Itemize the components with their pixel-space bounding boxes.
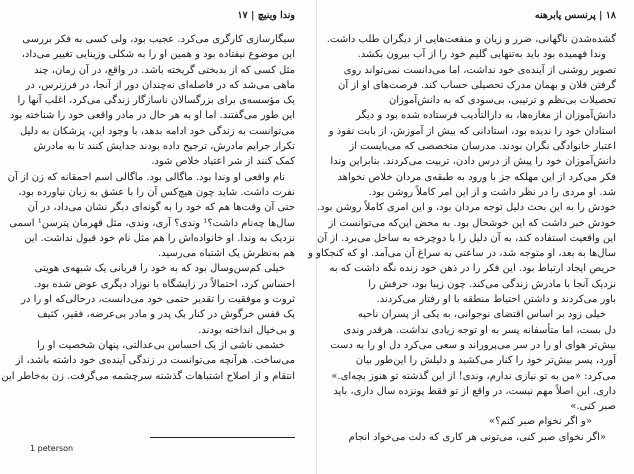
text-line: مثل کسی که از بدبختی گریخته باشد. در واقع، در آن زمان، چند	[34, 64, 295, 76]
text-line: تحصیلات بی‌نظم و ترتیبی، بی‌سودی که به دانش‌آموزان	[388, 95, 616, 107]
text-line: این واقعیت استفاده کند، به آن دلیل را با دوچرخه به ساحل می‌برد. از آن	[317, 232, 616, 244]
text-line: حریص ایجاد ارتباط بود. این فکر را در ذهن خود زنده نگه داشت که به	[329, 263, 616, 275]
text-line: یک قفس خرگوش در کنار یک پدر و مادر بی‌عرضه، فقیر، کثیف	[37, 309, 295, 321]
text-line: این موضوع نیفتاده بود و همین او را به شکلی وزینایی تغییر می‌داد،	[21, 49, 295, 61]
text-line: شد. او مردی را در نظر داشت و از این امر کاملاً روشن بود.	[368, 186, 616, 198]
text-line: وندا فهمیده بود باید به‌تنهایی گلیم خود را از آب بیرون بکشد.	[357, 49, 606, 61]
left-body-text	[1, 32, 295, 384]
text-line: صبر کنی.»	[570, 401, 616, 413]
text-line: دل بست، اما متأسفانه پسر به او توجه زیادی نداشت. هرقدر وندی	[343, 324, 616, 336]
text-line: و بی‌خیال انداخته بودند.	[198, 324, 295, 336]
text-line: سال‌ها چه‌نام داشت؟¹ وندی؟ آری، وندی، مثل قهرمان پترسن¹ اسمی	[9, 217, 295, 229]
text-line: نفرت داشت. شاید چون هیچ‌کس آن را با عشق به زبان نیاورده بود،	[18, 186, 295, 198]
text-line: تصویر روشنی از آینده‌ی خود نداشت، اما می‌دانست نمی‌تواند روی	[343, 64, 616, 76]
footnote-rule	[150, 437, 295, 438]
text-line: دانش‌آموزان از مغازه‌ها، به دارالتأدیب فرستاده شده بود و دیگر	[355, 110, 616, 122]
text-line: اعتبار خانوادگی نگران بودند. مدرسان متخصصی که می‌بایست از	[349, 141, 616, 153]
text-line: «اگر نخوای صبر کنی، می‌تونی هر کاری که دلت می‌خواد انجام	[348, 431, 606, 443]
text-line: گشده‌شدن ناگهانی، ضرر و زیان و منفعت‌هایی از دیگران طلب داشت.	[326, 34, 616, 45]
text-line: خودش را به این بحث دلیل توجه مردان بود، و این امری کاملاً روشن بود.	[317, 202, 616, 214]
text-line: یک مؤسسه‌ی برای بزرگسالان ناسازگار زندگی می‌کرد، اغلب آنها را	[17, 95, 295, 107]
text-line: کمک کنند از شر اعتیاد خلاص شود.	[151, 156, 295, 168]
footnote	[30, 444, 73, 453]
text-line: باور می‌کردند و داشتن احتیاط منطقه با او رفتار می‌کردند.	[376, 294, 616, 306]
right-page	[308, 0, 634, 474]
text-line: این طور می‌گفتند. اما او به هر حال در مادر واقعی خود را شناخته بود	[9, 110, 295, 122]
text-line: خیلی کم‌سن‌وسال بود که به خود را قربانی یک شبهه‌ی هویتی	[34, 263, 285, 275]
left-running-head: وندا وینیچ | ۱۷	[237, 10, 295, 21]
text-line: سال‌ها به بعد، او متوجه شد، در ساعتی به سراغ آن می‌آمد. او که کنجکاو و	[308, 248, 616, 260]
text-line: تکرار جرایم مادرش، ترجیح داده بودند جدایش کنند تا به مادرش	[33, 141, 295, 153]
text-line: می‌ساخت. هرآنچه می‌توانست در زندگی آینده‌ی خود داشته باشد، از	[15, 355, 295, 367]
right-body-text	[308, 32, 616, 445]
text-line: خیلی زود بر اساس اقتضای نوجوانی، به یکی از پسران ناحیه	[357, 309, 606, 321]
text-line: استادان خود را ندیده بود، استادانی که بیش از آموزش، از بابت نفوذ و	[328, 125, 616, 137]
text-line: آورد، پسر بیش‌تر خود را کنار می‌کشید و دلیلش را این‌طور بیان	[355, 355, 616, 367]
text-line: می‌توانست به زندگی خود ادامه بدهد، با وجود این، پزشکان به دلیل	[19, 125, 295, 137]
text-line: نام واقعی او وندا بود. ماگالی بود. ماگالی اسم احمقانه که زن از آن	[7, 171, 285, 183]
text-line: هم به‌نظرش یک اشتباه می‌رسید.	[157, 248, 295, 260]
text-line: «و اگر نخوام صبر کنم؟»	[489, 416, 592, 428]
text-line: می‌کرد: «من به تو نیازی ندارم، وندی! از این گذشته تو هنوز بچه‌ای.»	[331, 370, 616, 382]
text-line: سیگارسازی کارگری می‌کرد. عجیب بود، ولی کسی به فکر بررسی	[22, 34, 295, 45]
text-line: دانش‌آموزان خود را پیش از درس دادن، تربیت می‌کردند. بنابراین وندا	[330, 156, 616, 168]
text-line: نزدیک به وندا. او خانواده‌اش را هم مثل نام خود قبول نداشت. این	[24, 232, 295, 244]
text-line: ثروت و موفقیت را تقدیر حتمی خود می‌دانست، درحالی‌که او را در	[21, 294, 295, 306]
text-line: احساس کرد، احتمالاً در زایشگاه با نوزاد دیگری عوض شده بود.	[33, 278, 295, 290]
text-line: بیش‌تر هوای او را در سر می‌پروراند و سعی می‌کرد دل او را به دست	[330, 339, 616, 351]
text-line: ماهی می‌شد که در فاصله‌ای نه‌چندان دور از آنجا، در فرزنرس، در	[25, 79, 295, 91]
text-line: نزدیک آنجا با مادرش زندگی می‌کند. چون زیبا بود، حرفش را	[368, 278, 616, 290]
text-line: انتقام و از اصلاح اشتباهات گذشته سرچشمه می‌گرفت. زن به‌خاطر این	[1, 370, 295, 382]
footnote-marker: 1	[30, 444, 36, 453]
right-running-head: ۱۸ | پرنسس پابرهنه	[534, 10, 616, 21]
text-line: حتی آن وقت‌ها هم که خود را به گونه‌ای دیگر نشان می‌داد، در آن	[27, 202, 295, 214]
text-line: خشمی ناشی از یک احساس بی‌عدالتی، پنهان شخصیت او را	[37, 339, 285, 351]
footnote-text: peterson	[37, 444, 74, 453]
text-line: گرفتن فلان و بهمان مدرک تحصیلی حساب کند. فرصت‌های او از آن	[338, 79, 616, 91]
text-line: داری. این اصلاً مهم نیست، در واقع از تو فقط پونزده سال داری، باید	[333, 385, 616, 397]
text-line: فکر می‌کرد از این مهلکه جز با ورود به طبقه‌ی مردان خلاص نخواهد	[337, 171, 616, 183]
text-line: خودش خبر داشت که این خوشحال بود. به محض این‌که می‌توانست از	[328, 217, 616, 229]
